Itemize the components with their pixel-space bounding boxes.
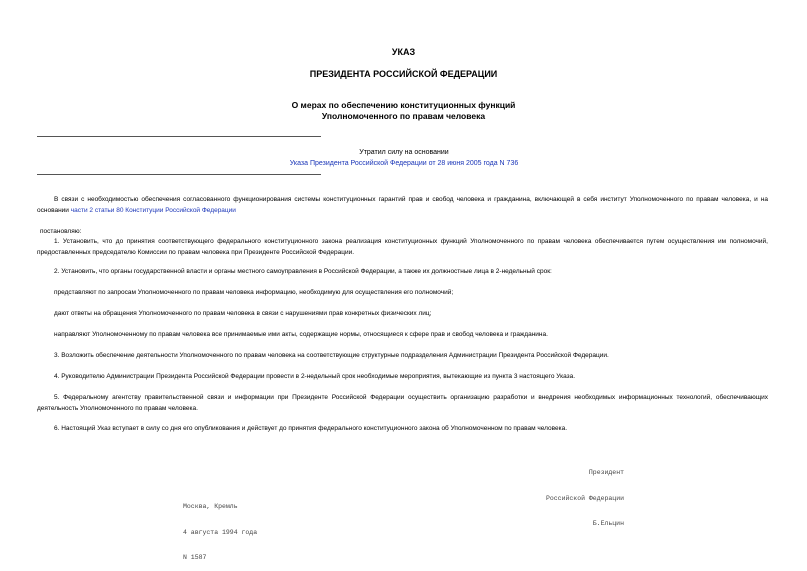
intro-paragraph xyxy=(37,195,768,216)
list-item-2a: представляют по запросам Уполномоченного по правам человека информацию, необходимую для осуществления его полномочий; xyxy=(54,289,454,296)
intro-text: В связи с необходимостью обеспечения согласованного функционирования системы конституционных гарантий прав и свобод человека и гражданина, включающей в себя институт Уполномоченного по правам человека, и на основании xyxy=(37,196,768,214)
date: 4 августа 1994 года xyxy=(183,528,258,536)
list-item-4: 4. Руководителю Администрации Президента Российской Федерации провести в 2-недельный срок необходимые мероприятия, вытекающие из пункта 3 настоящего Указа. xyxy=(54,373,576,380)
signature-name: Б.Ельцин xyxy=(592,520,624,527)
repeal-note: Утратил силу на основании xyxy=(359,149,449,156)
list-item-6: 6. Настоящий Указ вступает в силу со дня его опубликования и действует до принятия федерального конституционного закона об Уполномоченном по правам человека. xyxy=(54,425,568,432)
signature-block xyxy=(500,452,624,537)
list-item-5: 5. Федеральному агентству правительственной связи и информации при Президенте Российской Федерации осуществить организацию разработки и внедрения необходимых информационных технологий, обеспечивающих деятельность Уполномоченного по правам человека. xyxy=(37,394,768,412)
list-item-2: 2. Установить, что органы государственной власти и органы местного самоуправления в Российской Федерации, а также их должностные лица в 2-недельный срок: xyxy=(54,268,552,275)
signature-country: Российской Федерации xyxy=(545,494,624,502)
divider-top xyxy=(37,136,321,137)
decree-word: постановляю: xyxy=(40,228,82,235)
list-item-2c: направляют Уполномоченному по правам человека все принимаемые ими акты, содержащие нормы, относящиеся к сфере прав и свобод человека и гражданина. xyxy=(54,331,548,338)
document-topic-line1: О мерах по обеспечению конституционных функций xyxy=(291,100,516,110)
document-topic-line2: Уполномоченного по правам человека xyxy=(321,111,486,121)
document-title: УКАЗ xyxy=(391,47,416,57)
constitution-link[interactable]: части 2 статьи 80 Конституции Российской Федерации xyxy=(70,206,236,214)
decree-number: N 1587 xyxy=(183,554,207,561)
list-item-1: 1. Установить, что до принятия соответствующего федерального конституционного закона реализация конституционных функций Уполномоченного по правам человека обеспечивается путем осуществления им полномочий, предоставленных председателю Комиссии по правам человека при Президенте Российской Федерации. xyxy=(37,238,768,256)
list-item-3: 3. Возложить обеспечение деятельности Уполномоченного по правам человека на соответствующие структурные подразделения Администрации Президента Российской Федерации. xyxy=(54,352,609,359)
divider-bottom xyxy=(37,174,321,175)
document-issuer: ПРЕЗИДЕНТА РОССИЙСКОЙ ФЕДЕРАЦИИ xyxy=(309,69,498,79)
list-item-2b: дают ответы на обращения Уполномоченного по правам человека в связи с нарушениями прав конкретных физических лиц; xyxy=(54,310,432,317)
signature-title: Президент xyxy=(588,469,624,476)
place: Москва, Кремль xyxy=(183,503,238,510)
repeal-decree-link[interactable]: Указа Президента Российской Федерации от 28 июня 2005 года N 736 xyxy=(289,160,519,167)
place-date-block xyxy=(183,486,257,571)
